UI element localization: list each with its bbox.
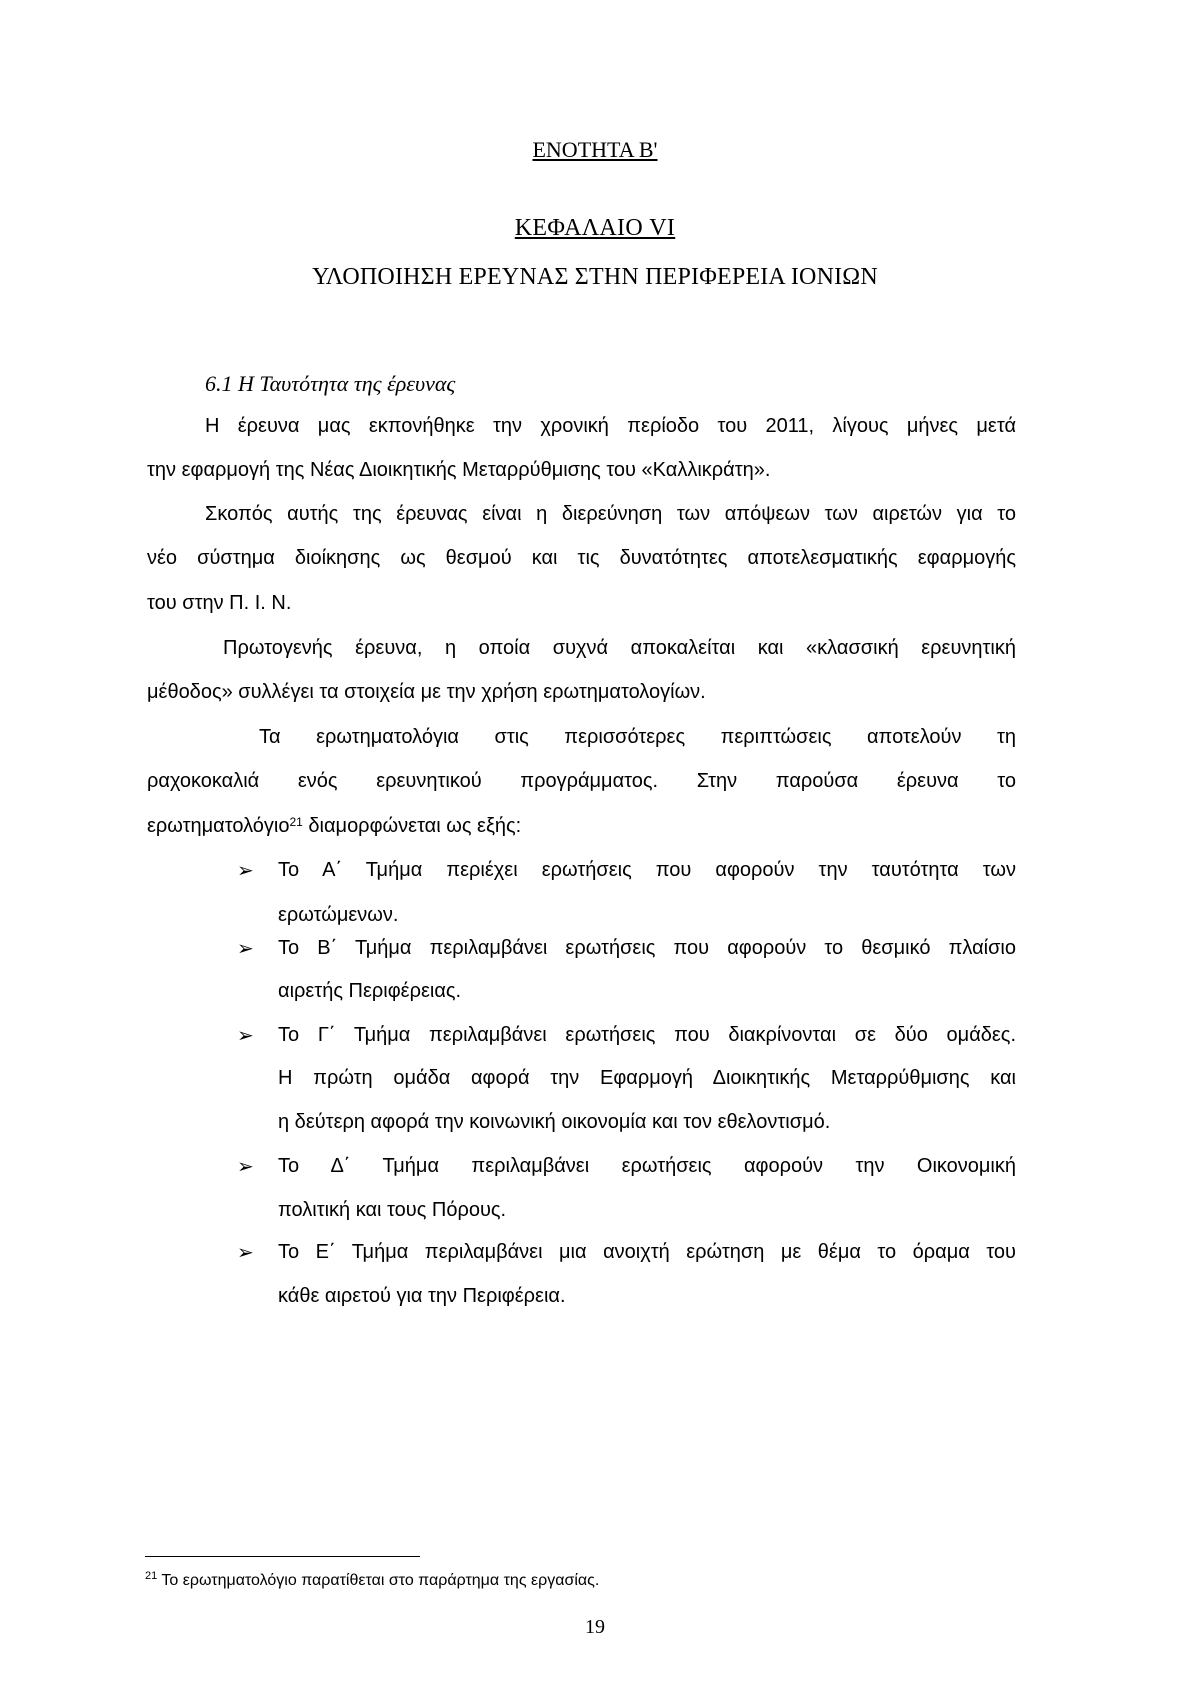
page-number: 19	[585, 1616, 605, 1638]
questionnaire-word: ερωτηματολόγιο	[147, 815, 290, 837]
chapter-heading: ΚΕΦΑΛΑΙΟ VI	[514, 215, 676, 241]
paragraph-2-line-3: του στην Π. Ι. Ν.	[147, 592, 292, 614]
footnote-number: 21	[145, 1570, 158, 1582]
bullet-4-line-1: Το Δ΄ Τμήμα περιλαμβάνει ερωτήσεις αφορούν την Οικονομική	[278, 1155, 1016, 1177]
paragraph-4-line-1: Τα ερωτηματολόγια στις περισσότερες περιπτώσεις αποτελούν τη	[259, 726, 1016, 748]
bullet-marker: ➢	[237, 1242, 254, 1264]
paragraph-4-line-3	[147, 814, 521, 838]
bullet-3-line-2: Η πρώτη ομάδα αφορά την Εφαρμογή Διοικητικής Μεταρρύθμισης και	[278, 1067, 1016, 1089]
footnote	[145, 1572, 599, 1590]
bullet-1-line-2: ερωτώμενων.	[278, 904, 399, 926]
bullet-4-line-2: πολιτική και τους Πόρους.	[278, 1199, 507, 1221]
paragraph-4-line-2: ραχοκοκαλιά ενός ερευνητικού προγράμματος. Στην παρούσα έρευνα το	[147, 770, 1016, 792]
footnote-reference: 21	[289, 815, 303, 829]
paragraph-3-line-1: Πρωτογενής έρευνα, η οποία συχνά αποκαλείται και «κλασσική ερευνητική	[223, 637, 1016, 659]
bullet-5-line-2: κάθε αιρετού για την Περιφέρεια.	[278, 1285, 566, 1307]
paragraph-2-line-1: Σκοπός αυτής της έρευνας είναι η διερεύνηση των απόψεων των αιρετών για το	[205, 503, 1016, 525]
section-heading: ΕΝΟΤΗΤΑ Β'	[532, 137, 658, 162]
bullet-marker: ➢	[237, 860, 254, 882]
bullet-marker: ➢	[237, 938, 254, 960]
paragraph-4-line-3-rest: διαμορφώνεται ως εξής:	[302, 815, 522, 837]
footnote-separator	[145, 1556, 420, 1557]
bullet-marker: ➢	[237, 1025, 254, 1047]
bullet-1-line-1: Το Α΄ Τμήμα περιέχει ερωτήσεις που αφορούν την ταυτότητα των	[278, 859, 1016, 881]
bullet-5-line-1: Το Ε΄ Τμήμα περιλαμβάνει μια ανοιχτή ερώτηση με θέμα το όραμα του	[278, 1241, 1016, 1263]
paragraph-2-line-2: νέο σύστημα διοίκησης ως θεσμού και τις δυνατότητες αποτελεσματικής εφαρμογής	[147, 547, 1016, 569]
footnote-text: Το ερωτηματολόγιο παρατίθεται στο παράρτημα της εργασίας.	[157, 1572, 600, 1589]
paragraph-1-line-1: Η έρευνα μας εκπονήθηκε την χρονική περίοδο του 2011, λίγους μήνες μετά	[205, 415, 1016, 437]
subsection-heading: 6.1 Η Ταυτότητα της έρευνας	[205, 371, 456, 396]
chapter-title: ΥΛΟΠΟΙΗΣΗ ΕΡΕΥΝΑΣ ΣΤΗΝ ΠΕΡΙΦΕΡΕΙΑ ΙΟΝΙΩΝ	[312, 264, 878, 290]
bullet-3-line-1: Το Γ΄ Τμήμα περιλαμβάνει ερωτήσεις που διακρίνονται σε δύο ομάδες.	[278, 1024, 1016, 1046]
bullet-2-line-2: αιρετής Περιφέρειας.	[278, 980, 462, 1002]
bullet-2-line-1: Το Β΄ Τμήμα περιλαμβάνει ερωτήσεις που αφορούν το θεσμικό πλαίσιο	[278, 937, 1016, 959]
paragraph-1-line-2: την εφαρμογή της Νέας Διοικητικής Μεταρρύθμισης του «Καλλικράτη».	[147, 459, 771, 481]
bullet-marker: ➢	[237, 1156, 254, 1178]
paragraph-3-line-2: μέθοδος» συλλέγει τα στοιχεία με την χρήση ερωτηματολογίων.	[147, 681, 706, 703]
bullet-3-line-3: η δεύτερη αφορά την κοινωνική οικονομία και τον εθελοντισμό.	[278, 1111, 831, 1133]
